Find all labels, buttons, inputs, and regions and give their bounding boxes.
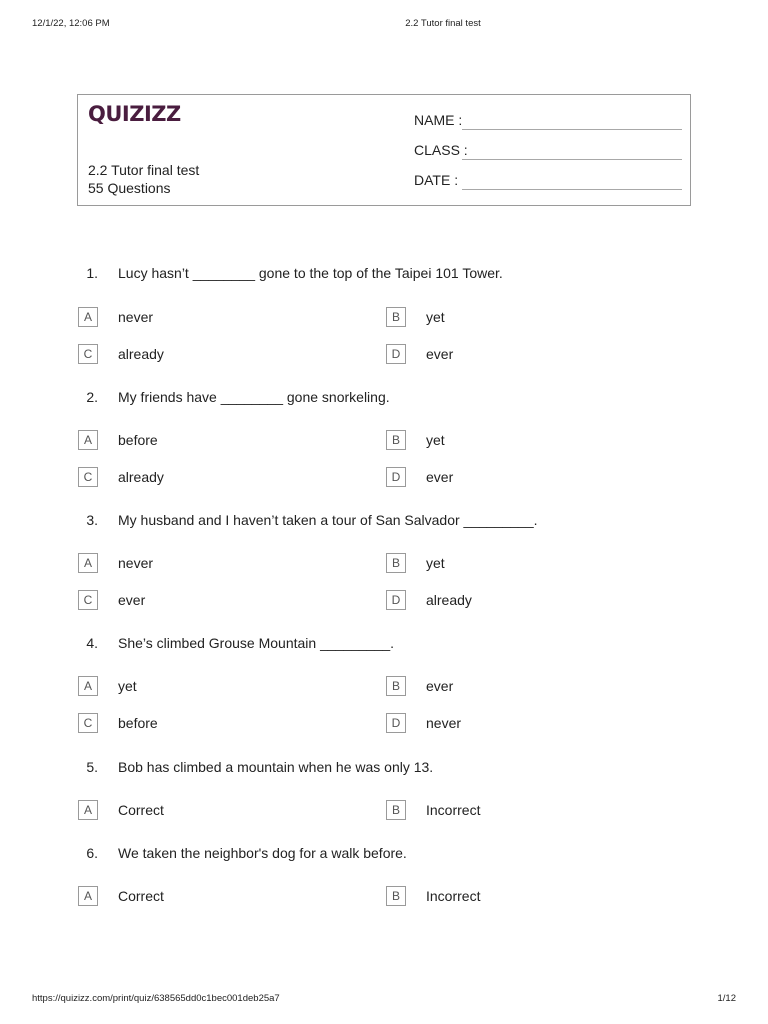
option-d-text: ever <box>426 469 454 485</box>
option-b-box[interactable]: B <box>386 307 406 327</box>
option-d-box[interactable]: D <box>386 590 406 610</box>
question-text: We taken the neighbor's dog for a walk before. <box>118 845 407 861</box>
option-a-text: never <box>118 309 154 325</box>
option-c-text: already <box>118 469 164 485</box>
option-d-text: ever <box>426 346 454 362</box>
print-footer <box>0 993 768 1007</box>
option-b-text: yet <box>426 555 445 571</box>
question-text: Lucy hasn’t ________ gone to the top of the Taipei 101 Tower. <box>118 265 503 281</box>
option-c-text: ever <box>118 592 146 608</box>
date-label: DATE : <box>414 172 459 188</box>
option-b-text: Incorrect <box>426 802 481 818</box>
option-d-box[interactable]: D <box>386 344 406 364</box>
question-number: 2. <box>86 389 98 405</box>
option-b-box[interactable]: B <box>386 430 406 450</box>
option-c-box[interactable]: C <box>78 590 98 610</box>
question-count: 55 Questions <box>88 180 171 196</box>
option-d-box[interactable]: D <box>386 467 406 487</box>
option-d-text: already <box>426 592 472 608</box>
option-b-box[interactable]: B <box>386 800 406 820</box>
option-b-text: ever <box>426 678 454 694</box>
option-d-text: never <box>426 715 462 731</box>
question-number: 1. <box>86 265 98 281</box>
print-title: 2.2 Tutor final test <box>405 18 481 29</box>
option-a-box[interactable]: A <box>78 553 98 573</box>
quizizz-logo: QUIZIZZ <box>88 102 181 126</box>
date-field[interactable] <box>462 189 682 190</box>
name-label: NAME : <box>414 112 463 128</box>
option-a-box[interactable]: A <box>78 886 98 906</box>
class-label: CLASS : <box>414 142 468 158</box>
option-a-text: never <box>118 555 154 571</box>
option-c-box[interactable]: C <box>78 713 98 733</box>
page-number: 1/12 <box>717 993 736 1004</box>
question-number: 3. <box>86 512 98 528</box>
question-text: Bob has climbed a mountain when he was only 13. <box>118 759 434 775</box>
question-number: 6. <box>86 845 98 861</box>
name-field[interactable] <box>462 129 682 130</box>
option-d-box[interactable]: D <box>386 713 406 733</box>
option-a-text: Correct <box>118 888 164 904</box>
option-b-text: yet <box>426 309 445 325</box>
option-a-box[interactable]: A <box>78 430 98 450</box>
print-header <box>0 18 768 32</box>
option-a-text: yet <box>118 678 137 694</box>
question-text: My friends have ________ gone snorkeling. <box>118 389 390 405</box>
option-c-box[interactable]: C <box>78 467 98 487</box>
print-url: https://quizizz.com/print/quiz/638565dd0c1bec001deb25a7 <box>32 993 280 1004</box>
option-a-text: Correct <box>118 802 164 818</box>
option-b-text: yet <box>426 432 445 448</box>
option-a-text: before <box>118 432 158 448</box>
question-number: 4. <box>86 635 98 651</box>
question-number: 5. <box>86 759 98 775</box>
option-b-box[interactable]: B <box>386 886 406 906</box>
option-c-text: before <box>118 715 158 731</box>
question-text: My husband and I haven’t taken a tour of San Salvador _________. <box>118 512 538 528</box>
question-text: She’s climbed Grouse Mountain _________. <box>118 635 395 651</box>
quiz-title: 2.2 Tutor final test <box>88 162 200 178</box>
class-field[interactable] <box>462 159 682 160</box>
print-datetime: 12/1/22, 12:06 PM <box>32 18 110 29</box>
option-c-text: already <box>118 346 164 362</box>
option-a-box[interactable]: A <box>78 676 98 696</box>
option-b-box[interactable]: B <box>386 676 406 696</box>
option-a-box[interactable]: A <box>78 800 98 820</box>
option-c-box[interactable]: C <box>78 344 98 364</box>
option-b-box[interactable]: B <box>386 553 406 573</box>
option-a-box[interactable]: A <box>78 307 98 327</box>
option-b-text: Incorrect <box>426 888 481 904</box>
